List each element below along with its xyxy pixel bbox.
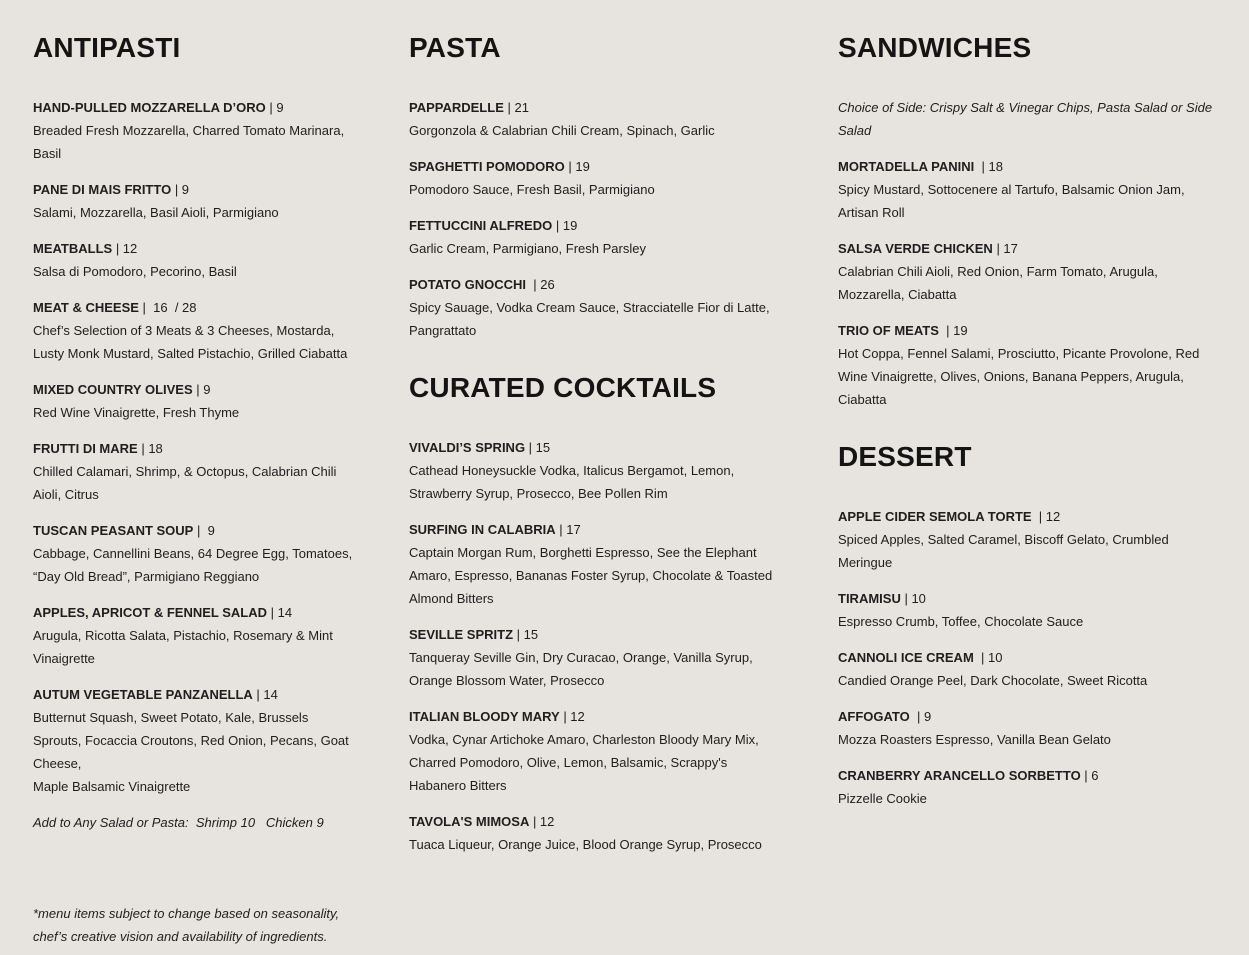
item-price: | 14 bbox=[267, 605, 293, 620]
menu-item bbox=[33, 437, 353, 506]
item-description: Garlic Cream, Parmigiano, Fresh Parsley bbox=[409, 241, 646, 256]
item-name: TRIO OF MEATS bbox=[838, 323, 939, 338]
item-price: | 14 bbox=[252, 687, 278, 702]
item-description: Breaded Fresh Mozzarella, Charred Tomato Marinara, Basil bbox=[33, 123, 345, 161]
menu-item bbox=[33, 519, 353, 588]
item-description: Vodka, Cynar Artichoke Amaro, Charleston Bloody Mary Mix, Charred Pomodoro, Olive, Lemon, Balsamic, Scrappy's Habanero Bitters bbox=[409, 732, 759, 793]
menu-item bbox=[33, 96, 353, 165]
item-price: | 12 bbox=[559, 709, 585, 724]
item-name: AUTUM VEGETABLE PANZANELLA bbox=[33, 687, 253, 702]
menu-item bbox=[838, 505, 1218, 574]
item-price: | 21 bbox=[503, 100, 529, 115]
menu-item bbox=[409, 810, 784, 856]
item-description: Arugula, Ricotta Salata, Pistachio, Rosemary & Mint Vinaigrette bbox=[33, 628, 333, 666]
item-price: | 17 bbox=[555, 522, 581, 537]
item-name: MEATBALLS bbox=[33, 241, 113, 256]
menu-item bbox=[33, 178, 353, 224]
item-price: | 6 bbox=[1080, 768, 1099, 783]
item-name: PAPPARDELLE bbox=[409, 100, 504, 115]
item-name: APPLES, APRICOT & FENNEL SALAD bbox=[33, 605, 268, 620]
item-name: SALSA VERDE CHICKEN bbox=[838, 241, 993, 256]
item-name: CRANBERRY ARANCELLO SORBETTO bbox=[838, 768, 1081, 783]
item-price: | 10 bbox=[900, 591, 926, 606]
item-description: Cabbage, Cannellini Beans, 64 Degree Egg, Tomatoes, “Day Old Bread”, Parmigiano Reggiano bbox=[33, 546, 353, 584]
item-price: | 18 bbox=[974, 159, 1003, 174]
item-description: Spiced Apples, Salted Caramel, Biscoff Gelato, Crumbled Meringue bbox=[838, 532, 1169, 570]
item-price: | 19 bbox=[564, 159, 590, 174]
item-name: SEVILLE SPRITZ bbox=[409, 627, 514, 642]
item-description: Candied Orange Peel, Dark Chocolate, Sweet Ricotta bbox=[838, 673, 1148, 688]
menu-item bbox=[33, 237, 353, 283]
item-description: Tanqueray Seville Gin, Dry Curacao, Orange, Vanilla Syrup, Orange Blossom Water, Prosecco bbox=[409, 650, 753, 688]
item-description: Butternut Squash, Sweet Potato, Kale, Brussels Sprouts, Focaccia Croutons, Red Onion, Pecans, Goat Cheese, bbox=[33, 710, 349, 771]
section-spacer bbox=[409, 355, 784, 370]
menu-item bbox=[409, 518, 784, 610]
menu-item bbox=[838, 155, 1218, 224]
pasta-heading: PASTA bbox=[409, 32, 501, 63]
menu-item bbox=[33, 378, 353, 424]
sandwiches-heading: SANDWICHES bbox=[838, 32, 1032, 63]
item-name: SURFING IN CALABRIA bbox=[409, 522, 556, 537]
item-price: | 9 bbox=[171, 182, 190, 197]
item-description: Chilled Calamari, Shrimp, & Octopus, Calabrian Chili Aioli, Citrus bbox=[33, 464, 337, 502]
item-name: PANE DI MAIS FRITTO bbox=[33, 182, 172, 197]
menu-item bbox=[838, 764, 1218, 810]
item-name: APPLE CIDER SEMOLA TORTE bbox=[838, 509, 1032, 524]
add-protein-note: Add to Any Salad or Pasta: Shrimp 10 Chicken 9 bbox=[33, 815, 324, 830]
item-price: | 19 bbox=[552, 218, 578, 233]
item-price: | 12 bbox=[1031, 509, 1061, 524]
item-description-line2: Maple Balsamic Vinaigrette bbox=[33, 779, 191, 794]
item-description: Salami, Mozzarella, Basil Aioli, Parmigiano bbox=[33, 205, 279, 220]
item-name: FETTUCCINI ALFREDO bbox=[409, 218, 553, 233]
menu-item bbox=[409, 705, 784, 797]
item-description: Tuaca Liqueur, Orange Juice, Blood Orange Syrup, Prosecco bbox=[409, 837, 762, 852]
menu-item bbox=[33, 296, 353, 365]
item-price: | 16 / 28 bbox=[138, 300, 197, 315]
item-name: MIXED COUNTRY OLIVES bbox=[33, 382, 193, 397]
item-price: | 9 bbox=[193, 523, 215, 538]
item-name: MEAT & CHEESE bbox=[33, 300, 139, 315]
item-price: | 17 bbox=[992, 241, 1018, 256]
menu-item bbox=[838, 646, 1218, 692]
item-description: Spicy Sauage, Vodka Cream Sauce, Stracciatelle Fior di Latte, Pangrattato bbox=[409, 300, 770, 338]
dessert-heading: DESSERT bbox=[838, 441, 972, 472]
item-price: | 9 bbox=[192, 382, 211, 397]
item-price: | 10 bbox=[973, 650, 1003, 665]
item-description: Chef’s Selection of 3 Meats & 3 Cheeses, Mostarda, Lusty Monk Mustard, Salted Pistachio, Grilled Ciabatta bbox=[33, 323, 348, 361]
item-description: Cathead Honeysuckle Vodka, Italicus Bergamot, Lemon, Strawberry Syrup, Prosecco, Bee Pollen Rim bbox=[409, 463, 735, 501]
sandwiches-dessert-column bbox=[838, 30, 1218, 823]
item-name: AFFOGATO bbox=[838, 709, 910, 724]
item-description: Hot Coppa, Fennel Salami, Prosciutto, Picante Provolone, Red Wine Vinaigrette, Olives, Onions, Banana Peppers, Arugula, Ciabatta bbox=[838, 346, 1200, 407]
item-price: | 9 bbox=[265, 100, 284, 115]
menu-item bbox=[409, 155, 784, 201]
item-name: VIVALDI’S SPRING bbox=[409, 440, 526, 455]
item-description: Pizzelle Cookie bbox=[838, 791, 927, 806]
menu-item bbox=[33, 601, 353, 670]
item-price: | 19 bbox=[938, 323, 968, 338]
menu-item bbox=[409, 96, 784, 142]
menu-item bbox=[838, 705, 1218, 751]
item-description: Spicy Mustard, Sottocenere al Tartufo, Balsamic Onion Jam, Artisan Roll bbox=[838, 182, 1185, 220]
item-description: Salsa di Pomodoro, Pecorino, Basil bbox=[33, 264, 237, 279]
item-name: HAND-PULLED MOZZARELLA D’ORO bbox=[33, 100, 266, 115]
item-description: Gorgonzola & Calabrian Chili Cream, Spinach, Garlic bbox=[409, 123, 715, 138]
menu-item bbox=[838, 237, 1218, 306]
item-name: TIRAMISU bbox=[838, 591, 901, 606]
item-description: Espresso Crumb, Toffee, Chocolate Sauce bbox=[838, 614, 1084, 629]
item-name: TAVOLA'S MIMOSA bbox=[409, 814, 530, 829]
item-price: | 12 bbox=[529, 814, 555, 829]
menu-item bbox=[409, 273, 784, 342]
menu-item bbox=[838, 319, 1218, 411]
item-name: FRUTTI DI MARE bbox=[33, 441, 138, 456]
menu-item bbox=[33, 683, 353, 798]
item-description: Calabrian Chili Aioli, Red Onion, Farm Tomato, Arugula, Mozzarella, Ciabatta bbox=[838, 264, 1158, 302]
side-choice-note: Choice of Side: Crispy Salt & Vinegar Chips, Pasta Salad or Side Salad bbox=[838, 100, 1213, 138]
item-price: | 15 bbox=[513, 627, 539, 642]
item-name: SPAGHETTI POMODORO bbox=[409, 159, 565, 174]
item-name: CANNOLI ICE CREAM bbox=[838, 650, 974, 665]
item-description: Red Wine Vinaigrette, Fresh Thyme bbox=[33, 405, 240, 420]
cocktails-heading: CURATED COCKTAILS bbox=[409, 372, 717, 403]
menu-item bbox=[409, 436, 784, 505]
footnote: *menu items subject to change based on seasonality, chef’s creative vision and availability of ingredients. bbox=[33, 906, 340, 944]
item-name: MORTADELLA PANINI bbox=[838, 159, 975, 174]
menu-item bbox=[409, 623, 784, 692]
item-price: | 15 bbox=[525, 440, 551, 455]
item-description: Pomodoro Sauce, Fresh Basil, Parmigiano bbox=[409, 182, 655, 197]
item-description: Captain Morgan Rum, Borghetti Espresso, See the Elephant Amaro, Espresso, Bananas Foster Syrup, Chocolate & Toasted Almond Bitters bbox=[409, 545, 773, 606]
item-price: | 26 bbox=[526, 277, 555, 292]
item-name: ITALIAN BLOODY MARY bbox=[409, 709, 560, 724]
menu-item bbox=[409, 214, 784, 260]
section-spacer bbox=[838, 424, 1218, 439]
item-description: Mozza Roasters Espresso, Vanilla Bean Gelato bbox=[838, 732, 1111, 747]
item-name: TUSCAN PEASANT SOUP bbox=[33, 523, 194, 538]
item-price: | 12 bbox=[112, 241, 138, 256]
menu-item bbox=[838, 587, 1218, 633]
pasta-cocktails-column bbox=[409, 30, 784, 869]
item-price: | 9 bbox=[909, 709, 932, 724]
item-name: POTATO GNOCCHI bbox=[409, 277, 526, 292]
antipasti-column bbox=[33, 30, 353, 847]
item-price: | 18 bbox=[137, 441, 163, 456]
antipasti-heading: ANTIPASTI bbox=[33, 32, 181, 63]
